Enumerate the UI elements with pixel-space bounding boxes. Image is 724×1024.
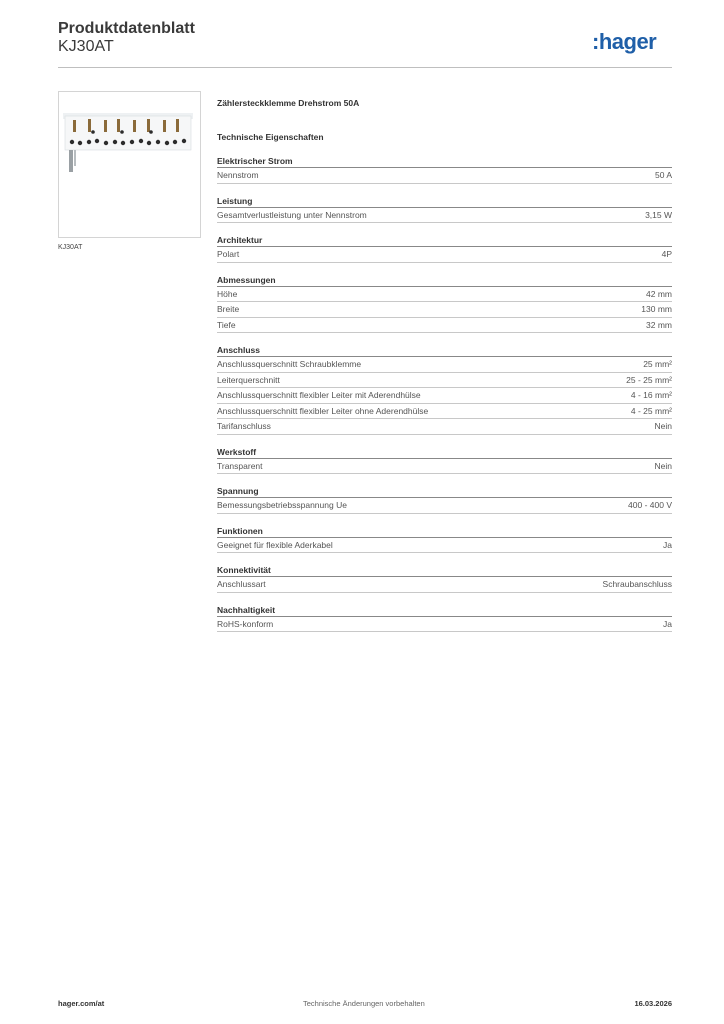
spec-value: 4 - 16 mm² [630, 390, 672, 400]
group-title: Nachhaltigkeit [217, 604, 672, 617]
spec-label: Anschlussquerschnitt flexibler Leiter mit Aderendhülse [217, 390, 421, 400]
spec-label: RoHS-konform [217, 618, 274, 629]
spec-label: Geeignet für flexible Aderkabel [217, 539, 333, 550]
spec-group [217, 234, 672, 263]
group-title: Konnektivität [217, 564, 672, 577]
group-title: Funktionen [217, 525, 672, 538]
spec-label: Breite [217, 304, 240, 314]
spec-group [217, 344, 672, 435]
section-heading: Technische Eigenschaften [217, 132, 324, 142]
spec-value: Ja [663, 539, 672, 550]
spec-group [217, 485, 672, 514]
group-title: Leistung [217, 195, 672, 208]
spec-value: Ja [663, 618, 672, 629]
spec-group [217, 155, 672, 184]
spec-row [217, 287, 672, 303]
spec-value: 400 - 400 V [628, 500, 672, 510]
spec-label: Bemessungsbetriebsspannung Ue [217, 500, 347, 510]
svg-text::hager: :hager [592, 29, 657, 54]
spec-value: 50 A [654, 170, 672, 180]
spec-label: Gesamtverlustleistung unter Nennstrom [217, 209, 367, 220]
product-image [58, 91, 201, 238]
spec-row [217, 357, 672, 373]
spec-label: Anschlussquerschnitt Schraubklemme [217, 359, 362, 369]
spec-value: 25 mm² [643, 359, 672, 369]
spec-value: Nein [654, 421, 672, 431]
spec-row [217, 318, 672, 334]
specifications [217, 96, 672, 632]
header-divider [58, 67, 672, 68]
group-title: Abmessungen [217, 274, 672, 287]
spec-group [217, 195, 672, 224]
product-name: Zählersteckklemme Drehstrom 50A [217, 98, 360, 108]
group-title: Spannung [217, 485, 672, 498]
group-title: Werkstoff [217, 446, 672, 459]
group-title: Architektur [217, 234, 672, 247]
spec-row [217, 247, 672, 263]
spec-row [217, 577, 672, 593]
spec-groups [217, 155, 672, 632]
footer-date: 16.03.2026 [634, 999, 672, 1008]
spec-label: Tiefe [217, 319, 236, 330]
footer-website[interactable]: hager.com/at [58, 999, 105, 1008]
spec-group [217, 604, 672, 633]
group-title: Elektrischer Strom [217, 155, 672, 168]
spec-row [217, 388, 672, 404]
spec-row [217, 538, 672, 554]
spec-label: Nennstrom [217, 170, 259, 180]
spec-group [217, 446, 672, 475]
spec-group [217, 274, 672, 334]
spec-value: 130 mm [641, 304, 672, 314]
spec-value: 42 mm [646, 288, 672, 299]
hager-logo [592, 29, 674, 55]
spec-value: Schraubanschluss [602, 579, 672, 589]
spec-value: Nein [654, 460, 672, 471]
spec-row [217, 419, 672, 435]
spec-row [217, 404, 672, 420]
spec-row [217, 617, 672, 633]
spec-value: 32 mm [646, 319, 672, 330]
spec-label: Polart [217, 249, 240, 259]
footer-notice: Technische Änderungen vorbehalten [303, 999, 425, 1008]
spec-group [217, 525, 672, 554]
spec-value: 25 - 25 mm² [626, 374, 672, 385]
spec-label: Höhe [217, 288, 238, 299]
spec-group [217, 564, 672, 593]
spec-value: 4P [661, 249, 672, 259]
image-caption: KJ30AT [58, 244, 83, 251]
spec-row [217, 168, 672, 184]
spec-label: Anschlussart [217, 579, 266, 589]
spec-row [217, 459, 672, 475]
spec-row [217, 373, 672, 389]
product-code: KJ30AT [58, 38, 114, 55]
spec-row [217, 302, 672, 318]
spec-value: 4 - 25 mm² [630, 405, 672, 416]
spec-label: Anschlussquerschnitt flexibler Leiter ohne Aderendhülse [217, 405, 429, 416]
spec-value: 3,15 W [645, 209, 672, 220]
spec-label: Leiterquerschnitt [217, 374, 280, 385]
page-title: Produktdatenblatt [58, 20, 195, 37]
spec-row [217, 208, 672, 224]
group-title: Anschluss [217, 344, 672, 357]
spec-label: Tarifanschluss [217, 421, 271, 431]
spec-row [217, 498, 672, 514]
spec-label: Transparent [217, 460, 263, 471]
